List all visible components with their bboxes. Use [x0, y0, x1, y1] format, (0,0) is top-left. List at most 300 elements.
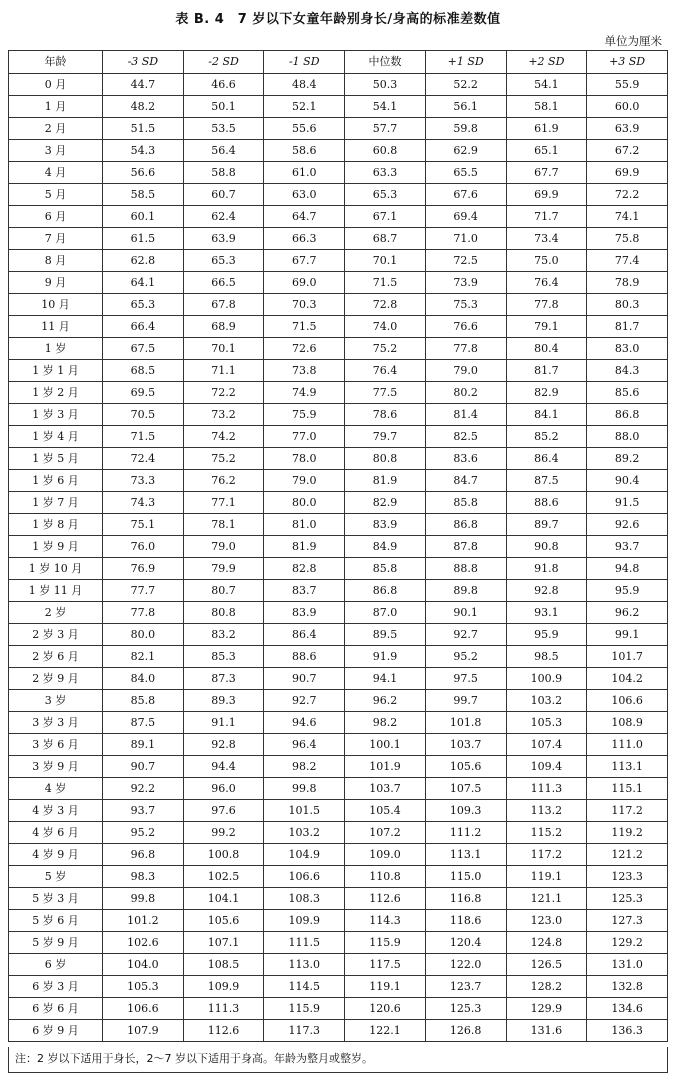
median-cell: 119.1: [345, 976, 426, 998]
median-cell: 115.9: [345, 932, 426, 954]
age-cell: 4 月: [9, 162, 103, 184]
table-body: [9, 74, 668, 1042]
plus3sd-cell: 92.6: [587, 514, 668, 536]
minus1sd-cell: 78.0: [264, 448, 345, 470]
table-row: [9, 1020, 668, 1042]
plus1sd-cell: 69.4: [425, 206, 506, 228]
minus2sd-cell: 60.7: [183, 184, 264, 206]
plus2sd-cell: 115.2: [506, 822, 587, 844]
median-cell: 103.7: [345, 778, 426, 800]
minus3sd-cell: 99.8: [103, 888, 184, 910]
plus1sd-cell: 120.4: [425, 932, 506, 954]
age-cell: 6 岁: [9, 954, 103, 976]
age-cell: 1 岁 6 月: [9, 470, 103, 492]
minus1sd-cell: 61.0: [264, 162, 345, 184]
minus3sd-cell: 72.4: [103, 448, 184, 470]
table-row: [9, 294, 668, 316]
minus2sd-cell: 56.4: [183, 140, 264, 162]
plus1sd-cell: 79.0: [425, 360, 506, 382]
plus2sd-cell: 86.4: [506, 448, 587, 470]
plus2sd-cell: 85.2: [506, 426, 587, 448]
minus1sd-cell: 104.9: [264, 844, 345, 866]
age-cell: 1 岁 5 月: [9, 448, 103, 470]
plus3sd-cell: 94.8: [587, 558, 668, 580]
plus1sd-cell: 80.2: [425, 382, 506, 404]
age-cell: 4 岁 6 月: [9, 822, 103, 844]
plus1sd-cell: 56.1: [425, 96, 506, 118]
table-row: [9, 250, 668, 272]
minus3sd-cell: 66.4: [103, 316, 184, 338]
median-cell: 63.3: [345, 162, 426, 184]
table-row: [9, 74, 668, 96]
minus3sd-cell: 80.0: [103, 624, 184, 646]
plus3sd-cell: 89.2: [587, 448, 668, 470]
plus3sd-cell: 99.1: [587, 624, 668, 646]
minus2sd-cell: 63.9: [183, 228, 264, 250]
table-row: [9, 800, 668, 822]
plus1sd-cell: 76.6: [425, 316, 506, 338]
minus2sd-cell: 66.5: [183, 272, 264, 294]
header-plus2sd: +2 SD: [506, 51, 587, 74]
median-cell: 50.3: [345, 74, 426, 96]
minus1sd-cell: 79.0: [264, 470, 345, 492]
age-cell: 2 岁 6 月: [9, 646, 103, 668]
minus2sd-cell: 46.6: [183, 74, 264, 96]
plus2sd-cell: 77.8: [506, 294, 587, 316]
minus2sd-cell: 79.9: [183, 558, 264, 580]
median-cell: 54.1: [345, 96, 426, 118]
plus3sd-cell: 90.4: [587, 470, 668, 492]
minus1sd-cell: 71.5: [264, 316, 345, 338]
minus3sd-cell: 71.5: [103, 426, 184, 448]
plus2sd-cell: 103.2: [506, 690, 587, 712]
age-cell: 2 岁: [9, 602, 103, 624]
plus1sd-cell: 107.5: [425, 778, 506, 800]
plus3sd-cell: 85.6: [587, 382, 668, 404]
minus2sd-cell: 108.5: [183, 954, 264, 976]
plus3sd-cell: 91.5: [587, 492, 668, 514]
median-cell: 82.9: [345, 492, 426, 514]
plus2sd-cell: 95.9: [506, 624, 587, 646]
minus1sd-cell: 83.9: [264, 602, 345, 624]
table-row: [9, 536, 668, 558]
plus1sd-cell: 99.7: [425, 690, 506, 712]
minus1sd-cell: 96.4: [264, 734, 345, 756]
header-minus1sd: -1 SD: [264, 51, 345, 74]
plus2sd-cell: 91.8: [506, 558, 587, 580]
plus1sd-cell: 97.5: [425, 668, 506, 690]
minus1sd-cell: 111.5: [264, 932, 345, 954]
minus3sd-cell: 58.5: [103, 184, 184, 206]
age-cell: 6 岁 3 月: [9, 976, 103, 998]
minus1sd-cell: 52.1: [264, 96, 345, 118]
plus1sd-cell: 62.9: [425, 140, 506, 162]
minus2sd-cell: 87.3: [183, 668, 264, 690]
minus3sd-cell: 93.7: [103, 800, 184, 822]
minus2sd-cell: 85.3: [183, 646, 264, 668]
plus3sd-cell: 113.1: [587, 756, 668, 778]
table-row: [9, 118, 668, 140]
minus1sd-cell: 80.0: [264, 492, 345, 514]
median-cell: 68.7: [345, 228, 426, 250]
age-cell: 3 月: [9, 140, 103, 162]
plus1sd-cell: 113.1: [425, 844, 506, 866]
median-cell: 74.0: [345, 316, 426, 338]
minus2sd-cell: 79.0: [183, 536, 264, 558]
minus1sd-cell: 67.7: [264, 250, 345, 272]
plus2sd-cell: 117.2: [506, 844, 587, 866]
plus3sd-cell: 104.2: [587, 668, 668, 690]
plus3sd-cell: 117.2: [587, 800, 668, 822]
age-cell: 4 岁: [9, 778, 103, 800]
minus3sd-cell: 89.1: [103, 734, 184, 756]
table-row: [9, 514, 668, 536]
plus1sd-cell: 123.7: [425, 976, 506, 998]
minus3sd-cell: 76.0: [103, 536, 184, 558]
plus1sd-cell: 65.5: [425, 162, 506, 184]
table-title: 表 B. 4 7 岁以下女童年龄别身长/身高的标准差数值: [175, 12, 501, 27]
plus1sd-cell: 77.8: [425, 338, 506, 360]
minus1sd-cell: 117.3: [264, 1020, 345, 1042]
age-cell: 5 岁 6 月: [9, 910, 103, 932]
plus3sd-cell: 88.0: [587, 426, 668, 448]
age-cell: 1 岁 3 月: [9, 404, 103, 426]
table-row: [9, 602, 668, 624]
minus3sd-cell: 61.5: [103, 228, 184, 250]
age-cell: 5 岁 3 月: [9, 888, 103, 910]
plus3sd-cell: 75.8: [587, 228, 668, 250]
minus3sd-cell: 73.3: [103, 470, 184, 492]
plus2sd-cell: 81.7: [506, 360, 587, 382]
median-cell: 83.9: [345, 514, 426, 536]
plus3sd-cell: 132.8: [587, 976, 668, 998]
plus1sd-cell: 59.8: [425, 118, 506, 140]
age-cell: 3 岁 3 月: [9, 712, 103, 734]
median-cell: 101.9: [345, 756, 426, 778]
plus3sd-cell: 77.4: [587, 250, 668, 272]
median-cell: 100.1: [345, 734, 426, 756]
median-cell: 107.2: [345, 822, 426, 844]
plus3sd-cell: 131.0: [587, 954, 668, 976]
median-cell: 80.8: [345, 448, 426, 470]
plus3sd-cell: 93.7: [587, 536, 668, 558]
age-cell: 11 月: [9, 316, 103, 338]
minus2sd-cell: 53.5: [183, 118, 264, 140]
minus2sd-cell: 71.1: [183, 360, 264, 382]
plus2sd-cell: 113.2: [506, 800, 587, 822]
plus2sd-cell: 92.8: [506, 580, 587, 602]
plus1sd-cell: 122.0: [425, 954, 506, 976]
plus1sd-cell: 90.1: [425, 602, 506, 624]
plus3sd-cell: 125.3: [587, 888, 668, 910]
minus3sd-cell: 77.8: [103, 602, 184, 624]
plus3sd-cell: 69.9: [587, 162, 668, 184]
table-row: [9, 96, 668, 118]
plus2sd-cell: 82.9: [506, 382, 587, 404]
table-row: [9, 756, 668, 778]
age-cell: 10 月: [9, 294, 103, 316]
minus1sd-cell: 64.7: [264, 206, 345, 228]
minus3sd-cell: 96.8: [103, 844, 184, 866]
plus2sd-cell: 67.7: [506, 162, 587, 184]
plus2sd-cell: 84.1: [506, 404, 587, 426]
table-row: [9, 888, 668, 910]
plus2sd-cell: 76.4: [506, 272, 587, 294]
minus1sd-cell: 74.9: [264, 382, 345, 404]
age-cell: 6 岁 6 月: [9, 998, 103, 1020]
table-row: [9, 866, 668, 888]
age-cell: 5 月: [9, 184, 103, 206]
plus1sd-cell: 86.8: [425, 514, 506, 536]
minus2sd-cell: 77.1: [183, 492, 264, 514]
minus3sd-cell: 92.2: [103, 778, 184, 800]
minus2sd-cell: 50.1: [183, 96, 264, 118]
minus3sd-cell: 67.5: [103, 338, 184, 360]
table-row: [9, 228, 668, 250]
age-cell: 7 月: [9, 228, 103, 250]
minus2sd-cell: 99.2: [183, 822, 264, 844]
plus1sd-cell: 75.3: [425, 294, 506, 316]
age-cell: 5 岁: [9, 866, 103, 888]
median-cell: 75.2: [345, 338, 426, 360]
table-row: [9, 822, 668, 844]
minus3sd-cell: 90.7: [103, 756, 184, 778]
plus1sd-cell: 92.7: [425, 624, 506, 646]
table-row: [9, 998, 668, 1020]
plus3sd-cell: 121.2: [587, 844, 668, 866]
plus2sd-cell: 124.8: [506, 932, 587, 954]
median-cell: 120.6: [345, 998, 426, 1020]
minus1sd-cell: 109.9: [264, 910, 345, 932]
median-cell: 109.0: [345, 844, 426, 866]
minus2sd-cell: 68.9: [183, 316, 264, 338]
minus2sd-cell: 78.1: [183, 514, 264, 536]
plus1sd-cell: 73.9: [425, 272, 506, 294]
plus3sd-cell: 136.3: [587, 1020, 668, 1042]
header-minus2sd: -2 SD: [183, 51, 264, 74]
plus2sd-cell: 71.7: [506, 206, 587, 228]
plus3sd-cell: 111.0: [587, 734, 668, 756]
median-cell: 84.9: [345, 536, 426, 558]
median-cell: 71.5: [345, 272, 426, 294]
minus1sd-cell: 92.7: [264, 690, 345, 712]
plus3sd-cell: 83.0: [587, 338, 668, 360]
plus2sd-cell: 126.5: [506, 954, 587, 976]
minus1sd-cell: 55.6: [264, 118, 345, 140]
minus2sd-cell: 89.3: [183, 690, 264, 712]
minus3sd-cell: 64.1: [103, 272, 184, 294]
minus3sd-cell: 62.8: [103, 250, 184, 272]
table-row: [9, 338, 668, 360]
age-cell: 8 月: [9, 250, 103, 272]
table-row: [9, 690, 668, 712]
plus3sd-cell: 72.2: [587, 184, 668, 206]
header-age: 年龄: [9, 51, 103, 74]
minus1sd-cell: 75.9: [264, 404, 345, 426]
age-cell: 2 岁 9 月: [9, 668, 103, 690]
header-minus3sd: -3 SD: [103, 51, 184, 74]
data-table-container: [8, 50, 668, 1042]
plus2sd-cell: 88.6: [506, 492, 587, 514]
table-row: [9, 470, 668, 492]
minus1sd-cell: 81.0: [264, 514, 345, 536]
age-cell: 1 岁 8 月: [9, 514, 103, 536]
header-plus3sd: +3 SD: [587, 51, 668, 74]
minus3sd-cell: 54.3: [103, 140, 184, 162]
plus1sd-cell: 126.8: [425, 1020, 506, 1042]
plus1sd-cell: 101.8: [425, 712, 506, 734]
plus2sd-cell: 93.1: [506, 602, 587, 624]
header-plus1sd: +1 SD: [425, 51, 506, 74]
plus1sd-cell: 105.6: [425, 756, 506, 778]
table-row: [9, 844, 668, 866]
plus2sd-cell: 65.1: [506, 140, 587, 162]
plus3sd-cell: 108.9: [587, 712, 668, 734]
minus1sd-cell: 63.0: [264, 184, 345, 206]
minus3sd-cell: 87.5: [103, 712, 184, 734]
plus3sd-cell: 63.9: [587, 118, 668, 140]
median-cell: 65.3: [345, 184, 426, 206]
minus3sd-cell: 101.2: [103, 910, 184, 932]
minus2sd-cell: 97.6: [183, 800, 264, 822]
plus3sd-cell: 95.9: [587, 580, 668, 602]
table-row: [9, 162, 668, 184]
plus3sd-cell: 84.3: [587, 360, 668, 382]
plus3sd-cell: 119.2: [587, 822, 668, 844]
plus3sd-cell: 81.7: [587, 316, 668, 338]
median-cell: 105.4: [345, 800, 426, 822]
minus1sd-cell: 82.8: [264, 558, 345, 580]
median-cell: 81.9: [345, 470, 426, 492]
median-cell: 89.5: [345, 624, 426, 646]
plus1sd-cell: 81.4: [425, 404, 506, 426]
median-cell: 122.1: [345, 1020, 426, 1042]
plus3sd-cell: 115.1: [587, 778, 668, 800]
plus3sd-cell: 106.6: [587, 690, 668, 712]
table-row: [9, 184, 668, 206]
unit-label: 单位为厘米: [604, 34, 662, 48]
plus3sd-cell: 96.2: [587, 602, 668, 624]
age-cell: 3 岁: [9, 690, 103, 712]
minus2sd-cell: 80.7: [183, 580, 264, 602]
minus3sd-cell: 44.7: [103, 74, 184, 96]
minus2sd-cell: 94.4: [183, 756, 264, 778]
age-cell: 5 岁 9 月: [9, 932, 103, 954]
minus2sd-cell: 73.2: [183, 404, 264, 426]
minus3sd-cell: 75.1: [103, 514, 184, 536]
plus2sd-cell: 89.7: [506, 514, 587, 536]
table-row: [9, 360, 668, 382]
minus3sd-cell: 107.9: [103, 1020, 184, 1042]
plus1sd-cell: 87.8: [425, 536, 506, 558]
minus3sd-cell: 48.2: [103, 96, 184, 118]
age-cell: 6 岁 9 月: [9, 1020, 103, 1042]
plus2sd-cell: 109.4: [506, 756, 587, 778]
minus3sd-cell: 98.3: [103, 866, 184, 888]
minus2sd-cell: 104.1: [183, 888, 264, 910]
minus3sd-cell: 76.9: [103, 558, 184, 580]
median-cell: 60.8: [345, 140, 426, 162]
plus1sd-cell: 88.8: [425, 558, 506, 580]
age-cell: 9 月: [9, 272, 103, 294]
plus1sd-cell: 67.6: [425, 184, 506, 206]
plus2sd-cell: 54.1: [506, 74, 587, 96]
plus2sd-cell: 129.9: [506, 998, 587, 1020]
minus3sd-cell: 95.2: [103, 822, 184, 844]
minus2sd-cell: 112.6: [183, 1020, 264, 1042]
plus2sd-cell: 90.8: [506, 536, 587, 558]
plus3sd-cell: 60.0: [587, 96, 668, 118]
plus3sd-cell: 74.1: [587, 206, 668, 228]
age-cell: 2 月: [9, 118, 103, 140]
age-cell: 6 月: [9, 206, 103, 228]
plus1sd-cell: 103.7: [425, 734, 506, 756]
median-cell: 96.2: [345, 690, 426, 712]
table-row: [9, 492, 668, 514]
table-row: [9, 140, 668, 162]
plus3sd-cell: 86.8: [587, 404, 668, 426]
minus1sd-cell: 83.7: [264, 580, 345, 602]
plus1sd-cell: 84.7: [425, 470, 506, 492]
minus3sd-cell: 68.5: [103, 360, 184, 382]
plus2sd-cell: 79.1: [506, 316, 587, 338]
minus2sd-cell: 74.2: [183, 426, 264, 448]
median-cell: 76.4: [345, 360, 426, 382]
age-cell: 1 岁 2 月: [9, 382, 103, 404]
minus2sd-cell: 111.3: [183, 998, 264, 1020]
plus2sd-cell: 131.6: [506, 1020, 587, 1042]
plus1sd-cell: 72.5: [425, 250, 506, 272]
age-cell: 2 岁 3 月: [9, 624, 103, 646]
minus2sd-cell: 96.0: [183, 778, 264, 800]
table-row: [9, 646, 668, 668]
minus3sd-cell: 105.3: [103, 976, 184, 998]
median-cell: 94.1: [345, 668, 426, 690]
minus2sd-cell: 62.4: [183, 206, 264, 228]
table-row: [9, 272, 668, 294]
minus1sd-cell: 101.5: [264, 800, 345, 822]
median-cell: 70.1: [345, 250, 426, 272]
table-row: [9, 426, 668, 448]
table-row: [9, 932, 668, 954]
minus3sd-cell: 84.0: [103, 668, 184, 690]
plus3sd-cell: 129.2: [587, 932, 668, 954]
plus2sd-cell: 98.5: [506, 646, 587, 668]
median-cell: 57.7: [345, 118, 426, 140]
table-row: [9, 558, 668, 580]
minus2sd-cell: 80.8: [183, 602, 264, 624]
plus3sd-cell: 67.2: [587, 140, 668, 162]
minus1sd-cell: 99.8: [264, 778, 345, 800]
median-cell: 85.8: [345, 558, 426, 580]
minus1sd-cell: 106.6: [264, 866, 345, 888]
minus2sd-cell: 100.8: [183, 844, 264, 866]
minus2sd-cell: 67.8: [183, 294, 264, 316]
median-cell: 67.1: [345, 206, 426, 228]
minus1sd-cell: 66.3: [264, 228, 345, 250]
plus3sd-cell: 55.9: [587, 74, 668, 96]
header-row: [9, 51, 668, 74]
median-cell: 78.6: [345, 404, 426, 426]
minus2sd-cell: 76.2: [183, 470, 264, 492]
minus1sd-cell: 48.4: [264, 74, 345, 96]
minus3sd-cell: 69.5: [103, 382, 184, 404]
median-cell: 86.8: [345, 580, 426, 602]
median-cell: 87.0: [345, 602, 426, 624]
table-row: [9, 778, 668, 800]
plus1sd-cell: 116.8: [425, 888, 506, 910]
minus2sd-cell: 72.2: [183, 382, 264, 404]
